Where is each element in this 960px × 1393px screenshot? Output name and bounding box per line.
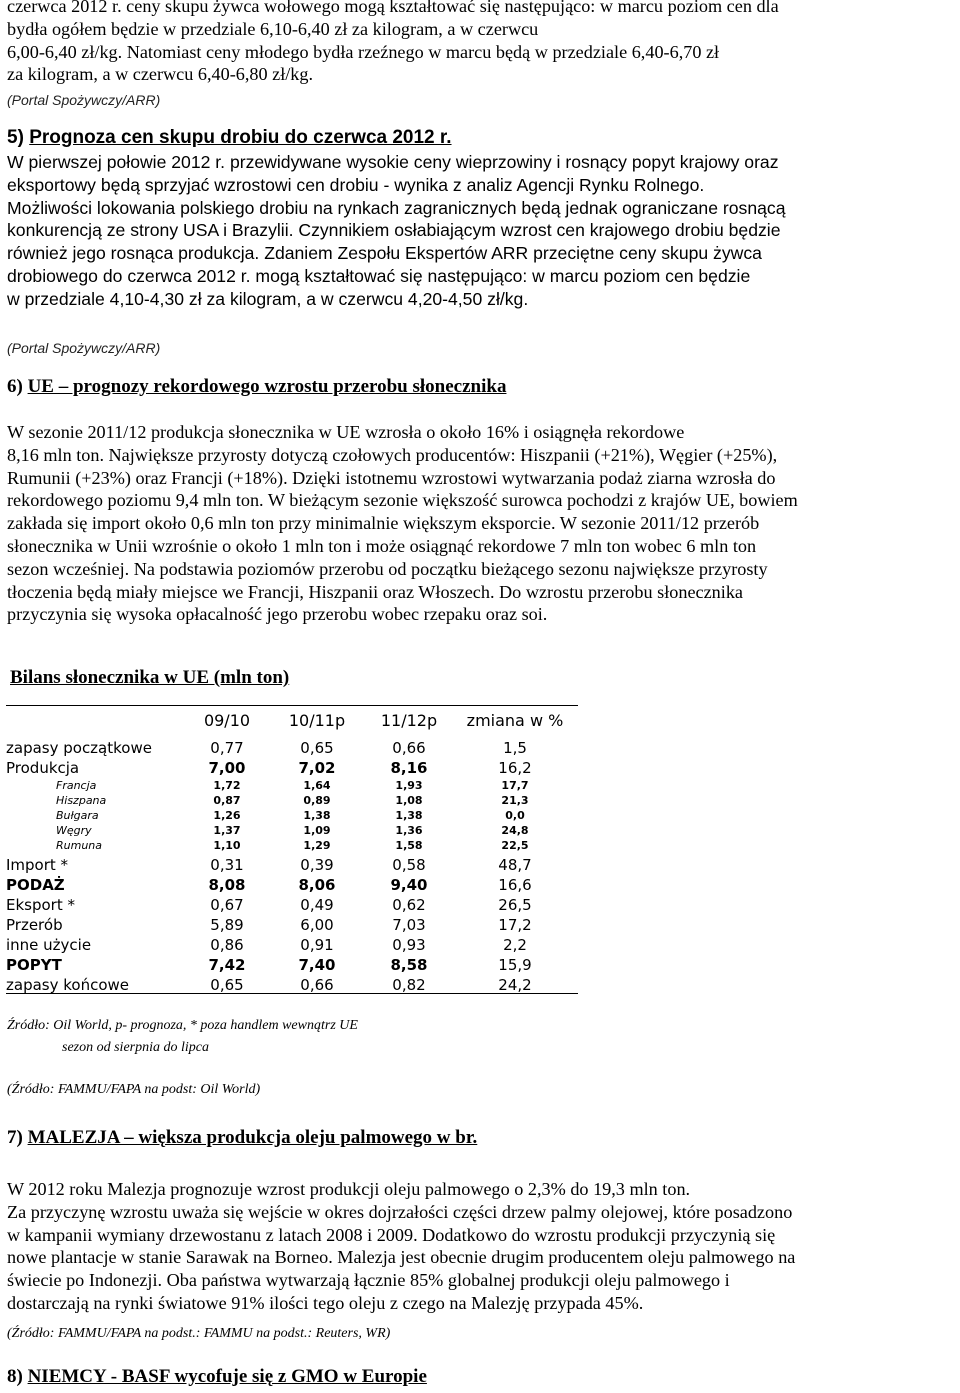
table-row bbox=[6, 779, 578, 794]
table-header-cell: 09/10 bbox=[203, 711, 251, 730]
text-line: 6,00-6,40 zł/kg. Natomiast ceny młodego bydła rzeźnego w marcu będą w przedziale 6,40-6,70 zł bbox=[7, 41, 720, 62]
text-line: Możliwości lokowania polskiego drobiu na rynkach zagranicznych będą jednak ograniczane rosnącą bbox=[7, 197, 786, 218]
table-cell: 48,7 bbox=[498, 856, 532, 874]
table-cell: 1,08 bbox=[395, 794, 423, 807]
table-cell: 16,6 bbox=[498, 876, 532, 894]
intro-source: (Portal Spożywczy/ARR) bbox=[7, 92, 161, 108]
table-cell: 0,65 bbox=[210, 976, 244, 994]
text-line: zakłada się import około 0,6 mln ton przy minimalnie większym eksporcie. W sezonie 2011/12 przerób bbox=[7, 513, 760, 534]
section7-paragraph bbox=[7, 1178, 955, 1315]
section5-title: Prognoza cen skupu drobiu do czerwca 2012 r. bbox=[29, 127, 452, 148]
section7-title: MALEZJA – większa produkcja oleju palmowego w br. bbox=[27, 1127, 478, 1148]
text-line: W 2012 roku Malezja prognozuje wzrost produkcji oleju palmowego o 2,3% do 19,3 mln ton. bbox=[7, 1179, 691, 1199]
section5-source: (Portal Spożywczy/ARR) bbox=[7, 340, 161, 356]
table-bottom-rule bbox=[6, 993, 578, 994]
table-row bbox=[6, 916, 578, 936]
table-row bbox=[6, 759, 578, 779]
table-cell: 0,62 bbox=[392, 896, 426, 914]
table-cell: 1,58 bbox=[395, 839, 423, 852]
table-cell: 0,82 bbox=[392, 976, 426, 994]
row-label: inne użycie bbox=[6, 936, 92, 954]
table-row bbox=[6, 956, 578, 976]
table-cell: 0,86 bbox=[210, 936, 244, 954]
table-cell: 17,7 bbox=[501, 779, 529, 792]
row-label: Produkcja bbox=[6, 759, 80, 777]
table-source: (Źródło: FAMMU/FAPA na podst: Oil World) bbox=[7, 1082, 261, 1097]
table-cell: 1,38 bbox=[303, 809, 331, 822]
row-label: Hiszpana bbox=[56, 794, 107, 807]
table-cell: 8,06 bbox=[298, 876, 336, 894]
text-line: Rumunii (+23%) oraz Francji (+18%). Dzięki istotnemu wzrostowi wytwarzania podaż ziarna wzrosła do bbox=[7, 467, 776, 488]
section6-paragraph bbox=[7, 421, 955, 626]
text-line: sezon wcześniej. Na podstawia poziomów przerobu od początku bieżącego sezonu największe przyrosty bbox=[7, 558, 768, 579]
table-cell: 16,2 bbox=[498, 759, 532, 777]
table-cell: 2,2 bbox=[503, 936, 527, 954]
section5-number: 5) bbox=[7, 127, 24, 148]
text-line: słonecznika w Unii wzrośnie o około 1 mln ton i może osiągnąć rekordowe 7 mln ton wobec 6 mln ton bbox=[7, 535, 757, 556]
row-label: Francja bbox=[56, 779, 97, 792]
table-cell: 7,03 bbox=[392, 916, 426, 934]
table-row bbox=[6, 794, 578, 809]
text-line: czerwca 2012 r. ceny skupu żywca wołowego mogą kształtować się następująco: w marcu poziom cen dla bbox=[7, 0, 779, 16]
table-cell: 0,49 bbox=[300, 896, 334, 914]
table-cell: 24,2 bbox=[498, 976, 532, 994]
table-cell: 0,93 bbox=[392, 936, 426, 954]
table-cell: 0,0 bbox=[505, 809, 525, 822]
table-row bbox=[6, 876, 578, 896]
section6-heading bbox=[7, 376, 506, 398]
table-cell: 7,00 bbox=[208, 759, 246, 777]
table-footnote: sezon od sierpnia do lipca bbox=[62, 1040, 209, 1055]
row-label: zapasy końcowe bbox=[6, 976, 129, 994]
table-cell: 8,16 bbox=[390, 759, 428, 777]
section7-source: (Źródło: FAMMU/FAPA na podst.: FAMMU na podst.: Reuters, WR) bbox=[7, 1326, 391, 1341]
table-row bbox=[6, 809, 578, 824]
table-row bbox=[6, 896, 578, 916]
text-line: również jego rosnąca produkcja. Zdaniem Zespołu Ekspertów ARR przeciętne ceny skupu żywca bbox=[7, 243, 762, 264]
text-line: eksportowy będą sprzyjać wzrostowi cen drobiu - wynika z analiz Agencji Rynku Rolnego. bbox=[7, 174, 705, 195]
table-cell: 1,26 bbox=[213, 809, 241, 822]
text-line: przyczynia się wysoka opłacalność jego przerobu wobec rzepaku oraz soi. bbox=[7, 604, 548, 625]
table-cell: 0,89 bbox=[303, 794, 331, 807]
row-label: Import * bbox=[6, 856, 69, 874]
text-line: drobiowego do czerwca 2012 r. mogą kształtować się następująco: w marcu poziom cen będzie bbox=[7, 265, 751, 286]
text-line: konkurencją ze strony USA i Brazylii. Czynnikiem osłabiającym wzrost cen krajowego drobiu będzie bbox=[7, 220, 781, 241]
table-cell: 9,40 bbox=[390, 876, 428, 894]
table-cell: 5,89 bbox=[210, 916, 244, 934]
text-line: tłoczenia będą miały miejsce we Francji, Hiszpanii oraz Włoszech. Do wzrostu przerobu słonecznika bbox=[7, 581, 743, 602]
text-line: świecie po Indonezji. Oba państwa wytwarzają łącznie 85% globalnej produkcji oleju palmowego i bbox=[7, 1270, 730, 1291]
row-label: POPYT bbox=[6, 956, 62, 974]
text-line: rekordowego poziomu 9,4 mln ton. W bieżącym sezonie większość surowca pochodzi z krajów UE, bowiem bbox=[7, 490, 798, 511]
table-header-cell: 10/11p bbox=[288, 711, 346, 730]
row-label: Węgry bbox=[56, 824, 92, 837]
section5-heading bbox=[7, 127, 452, 149]
text-line: Za przyczynę wzrostu uważa się wejście w okres dojrzałości części drzew palmy olejowej, które posadzono bbox=[7, 1201, 793, 1222]
table-row bbox=[6, 839, 578, 854]
table-footnote: Źródło: Oil World, p- prognoza, * poza handlem wewnątrz UE bbox=[7, 1018, 358, 1033]
table-cell: 1,37 bbox=[213, 824, 241, 837]
table-cell: 8,08 bbox=[208, 876, 246, 894]
table-title: Bilans słonecznika w UE (mln ton) bbox=[10, 667, 290, 688]
table-cell: 1,10 bbox=[213, 839, 241, 852]
table-cell: 1,5 bbox=[503, 739, 527, 757]
table-header-cell: zmiana w % bbox=[466, 711, 564, 730]
section7-number: 7) bbox=[7, 1127, 23, 1148]
table-cell: 0,66 bbox=[392, 739, 426, 757]
text-line: bydła ogółem będzie w przedziale 6,10-6,40 zł za kilogram, a w czerwcu bbox=[7, 18, 539, 39]
row-label: Bułgara bbox=[56, 809, 99, 822]
section8-heading bbox=[7, 1366, 427, 1388]
table-cell: 1,93 bbox=[395, 779, 423, 792]
table-cell: 0,87 bbox=[213, 794, 241, 807]
table-cell: 26,5 bbox=[498, 896, 532, 914]
row-label: zapasy początkowe bbox=[6, 739, 152, 757]
table-cell: 0,66 bbox=[300, 976, 334, 994]
table-cell: 15,9 bbox=[498, 956, 532, 974]
table-cell: 1,09 bbox=[303, 824, 331, 837]
table-cell: 0,91 bbox=[300, 936, 334, 954]
row-label: Rumuna bbox=[56, 839, 103, 852]
section6-title: UE – prognozy rekordowego wzrostu przerobu słonecznika bbox=[27, 376, 507, 397]
text-line: w przedziale 4,10-4,30 zł za kilogram, a w czerwcu 4,20-4,50 zł/kg. bbox=[7, 288, 529, 309]
table-cell: 1,29 bbox=[303, 839, 331, 852]
table-top-rule bbox=[6, 705, 578, 706]
text-line: nowe plantacje w stanie Sarawak na Borneo. Malezja jest obecnie drugim producentem oleju palmowego na bbox=[7, 1247, 796, 1268]
table-cell: 0,39 bbox=[300, 856, 334, 874]
table-row bbox=[6, 739, 578, 759]
row-label: PODAŻ bbox=[6, 876, 65, 894]
table-header-cell: 11/12p bbox=[380, 711, 438, 730]
table-cell: 22,5 bbox=[501, 839, 529, 852]
table-cell: 0,31 bbox=[210, 856, 244, 874]
text-line: W pierwszej połowie 2012 r. przewidywane wysokie ceny wieprzowiny i rosnący popyt krajowy oraz bbox=[7, 152, 779, 172]
table-cell: 7,42 bbox=[208, 956, 246, 974]
text-line: W sezonie 2011/12 produkcja słonecznika w UE wzrosła o około 16% i osiągnęła rekordowe bbox=[7, 422, 685, 442]
table-cell: 6,00 bbox=[300, 916, 334, 934]
table-cell: 21,3 bbox=[501, 794, 529, 807]
table-cell: 17,2 bbox=[498, 916, 532, 934]
table-cell: 1,72 bbox=[213, 779, 241, 792]
section5-paragraph bbox=[7, 151, 955, 311]
intro-paragraph bbox=[7, 0, 955, 86]
table-cell: 0,58 bbox=[392, 856, 426, 874]
row-label: Eksport * bbox=[6, 896, 75, 914]
table-row bbox=[6, 824, 578, 839]
text-line: 8,16 mln ton. Największe przyrosty dotyczą czołowych producentów: Hiszpanii (+21%), Węgier (+25%), bbox=[7, 444, 778, 465]
section8-title: NIEMCY - BASF wycofuje się z GMO w Europie bbox=[27, 1366, 427, 1387]
text-line: dostarczają na rynki światowe 91% ilości tego oleju z czego na Malezję przypada 45%. bbox=[7, 1292, 644, 1313]
table-cell: 24,8 bbox=[501, 824, 529, 837]
table-cell: 1,38 bbox=[395, 809, 423, 822]
table-cell: 8,58 bbox=[390, 956, 428, 974]
section6-number: 6) bbox=[7, 376, 23, 397]
table-cell: 1,36 bbox=[395, 824, 423, 837]
text-line: za kilogram, a w czerwcu 6,40-6,80 zł/kg. bbox=[7, 64, 314, 85]
table-row bbox=[6, 936, 578, 956]
table-cell: 1,64 bbox=[303, 779, 331, 792]
text-line: w kampanii wymiany drzewostanu z latach 2008 i 2009. Dodatkowo do wzrostu produkcji przyczynią się bbox=[7, 1224, 776, 1245]
table-cell: 0,77 bbox=[210, 739, 244, 757]
table-cell: 0,65 bbox=[300, 739, 334, 757]
table-cell: 7,40 bbox=[298, 956, 336, 974]
section7-heading bbox=[7, 1127, 477, 1149]
table-row bbox=[6, 856, 578, 876]
table-cell: 0,67 bbox=[210, 896, 244, 914]
row-label: Przerób bbox=[6, 916, 63, 934]
section8-number: 8) bbox=[7, 1366, 23, 1387]
table-cell: 7,02 bbox=[298, 759, 336, 777]
